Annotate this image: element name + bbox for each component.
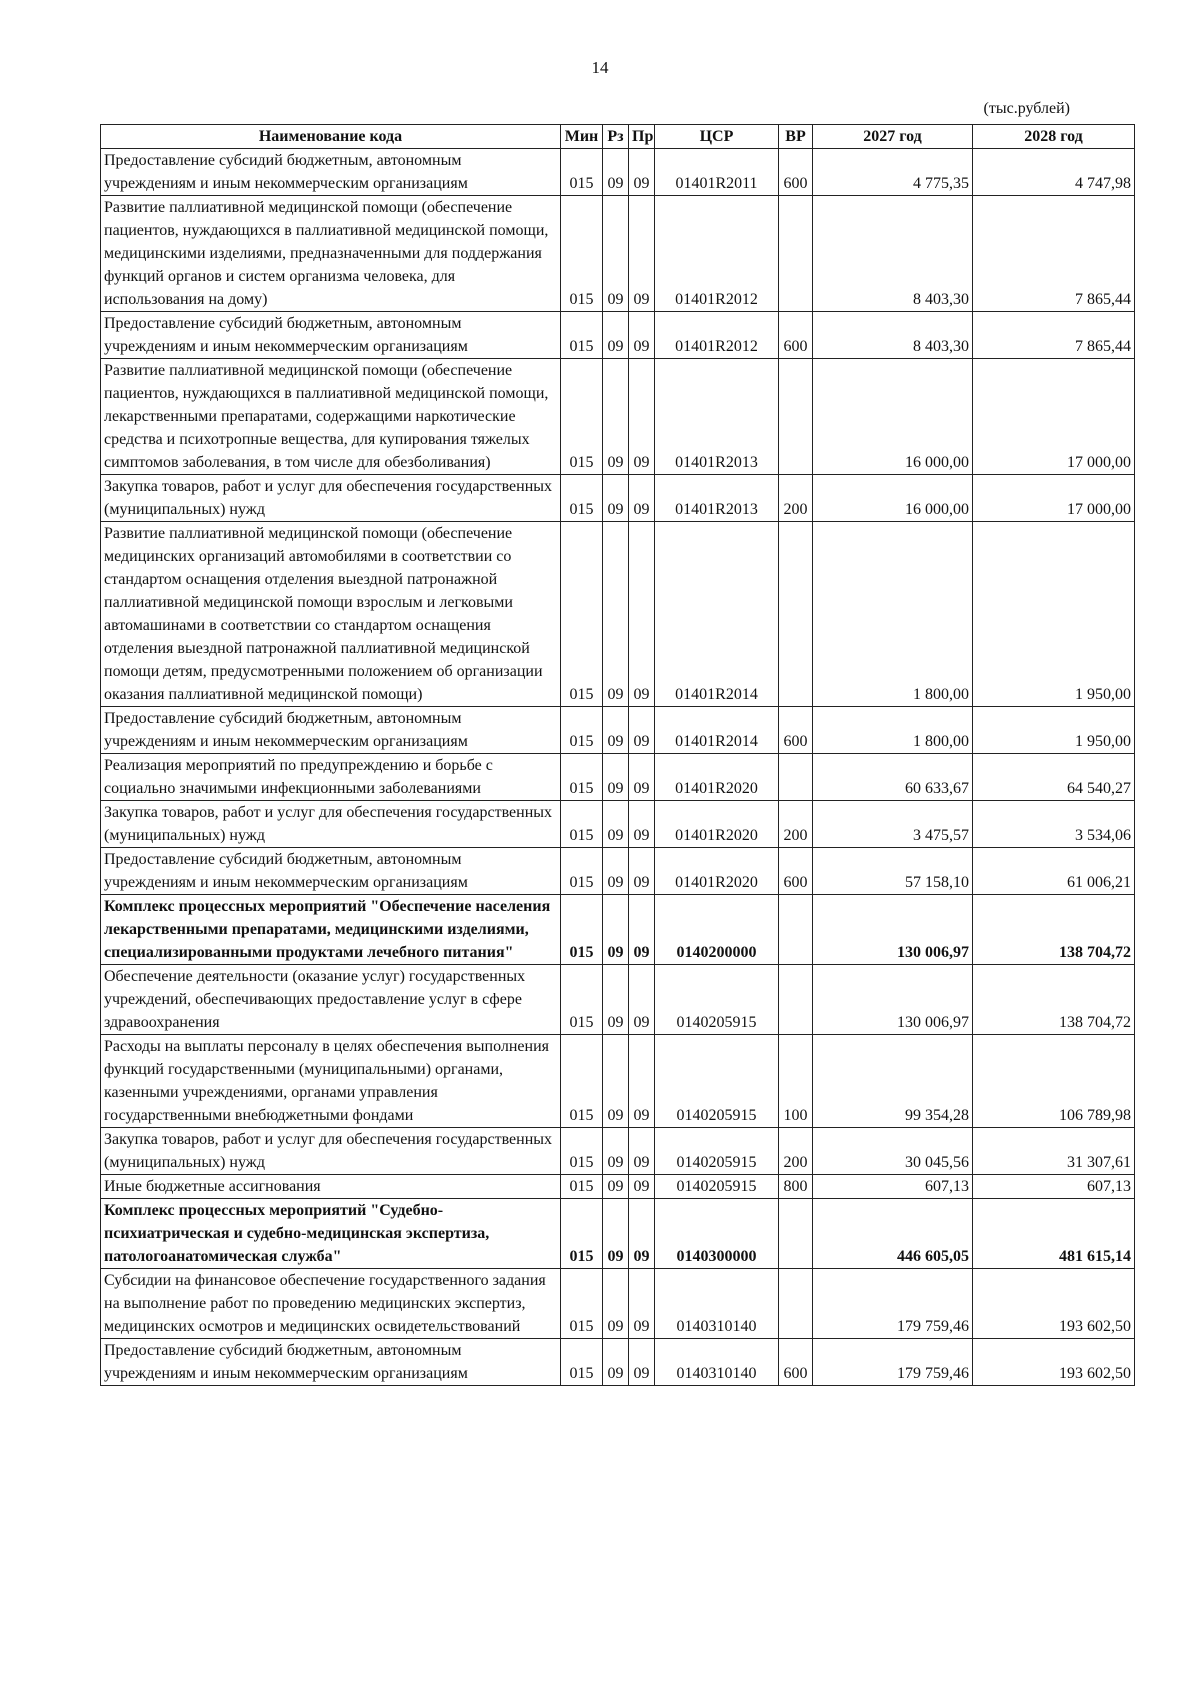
cell-vr: 600 [779, 149, 813, 196]
cell-2028: 31 307,61 [973, 1128, 1135, 1175]
cell-pr: 09 [629, 196, 655, 312]
cell-name: Обеспечение деятельности (оказание услуг) государственных учреждений, обеспечивающих предоставление услуг в сфере здравоохранения [101, 965, 561, 1035]
cell-csr: 01401R2014 [655, 707, 779, 754]
cell-name: Реализация мероприятий по предупреждению и борьбе с социально значимыми инфекционными заболеваниями [101, 754, 561, 801]
table-row [101, 312, 1135, 359]
cell-2027: 8 403,30 [813, 196, 973, 312]
cell-name: Развитие паллиативной медицинской помощи (обеспечение медицинских организаций автомобилями в соответствии со стандартом оснащения отделения выездной патронажной паллиативной медицинской помощи взрослым и легковыми автомашинами в соответствии со стандартом оснащения отделения выездной патронажной паллиативной медицинской помощи детям, предусмотренными положением об организации оказания паллиативной медицинской помощи) [101, 522, 561, 707]
cell-rz: 09 [603, 754, 629, 801]
table-row [101, 754, 1135, 801]
cell-csr: 0140205915 [655, 1175, 779, 1199]
cell-2027: 607,13 [813, 1175, 973, 1199]
cell-pr: 09 [629, 1339, 655, 1386]
cell-2028: 607,13 [973, 1175, 1135, 1199]
cell-name: Предоставление субсидий бюджетным, автономным учреждениям и иным некоммерческим организациям [101, 312, 561, 359]
cell-pr: 09 [629, 1128, 655, 1175]
cell-pr: 09 [629, 895, 655, 965]
cell-2028: 61 006,21 [973, 848, 1135, 895]
cell-csr: 0140205915 [655, 1035, 779, 1128]
page-number: 14 [591, 58, 609, 77]
header-name: Наименование кода [101, 125, 561, 149]
cell-2027: 179 759,46 [813, 1339, 973, 1386]
table-row [101, 196, 1135, 312]
cell-2028: 3 534,06 [973, 801, 1135, 848]
cell-2028: 138 704,72 [973, 965, 1135, 1035]
cell-name: Закупка товаров, работ и услуг для обеспечения государственных (муниципальных) нужд [101, 1128, 561, 1175]
table-row [101, 522, 1135, 707]
cell-name: Предоставление субсидий бюджетным, автономным учреждениям и иным некоммерческим организациям [101, 149, 561, 196]
cell-csr: 0140205915 [655, 965, 779, 1035]
cell-2028: 4 747,98 [973, 149, 1135, 196]
cell-vr: 600 [779, 1339, 813, 1386]
cell-2028: 1 950,00 [973, 707, 1135, 754]
cell-min: 015 [561, 359, 603, 475]
cell-min: 015 [561, 895, 603, 965]
cell-name: Закупка товаров, работ и услуг для обеспечения государственных (муниципальных) нужд [101, 475, 561, 522]
cell-name: Развитие паллиативной медицинской помощи (обеспечение пациентов, нуждающихся в паллиативной медицинской помощи, лекарственными препаратами, содержащими наркотические средства и психотропные вещества, для купирования тяжелых симптомов заболевания, в том числе для обезболивания) [101, 359, 561, 475]
cell-csr: 0140310140 [655, 1269, 779, 1339]
cell-2028: 106 789,98 [973, 1035, 1135, 1128]
cell-csr: 01401R2011 [655, 149, 779, 196]
cell-csr: 01401R2013 [655, 475, 779, 522]
cell-rz: 09 [603, 149, 629, 196]
cell-name: Развитие паллиативной медицинской помощи (обеспечение пациентов, нуждающихся в паллиативной медицинской помощи, медицинскими изделиями, предназначенными для поддержания функций органов и систем организма человека, для использования на дому) [101, 196, 561, 312]
cell-2027: 3 475,57 [813, 801, 973, 848]
cell-rz: 09 [603, 312, 629, 359]
cell-2028: 17 000,00 [973, 359, 1135, 475]
cell-rz: 09 [603, 1269, 629, 1339]
cell-min: 015 [561, 1199, 603, 1269]
cell-pr: 09 [629, 965, 655, 1035]
cell-csr: 0140205915 [655, 1128, 779, 1175]
cell-vr [779, 1199, 813, 1269]
cell-pr: 09 [629, 754, 655, 801]
units-label: (тыс.рублей) [983, 100, 1070, 117]
cell-vr [779, 1269, 813, 1339]
cell-2028: 1 950,00 [973, 522, 1135, 707]
cell-2028: 138 704,72 [973, 895, 1135, 965]
cell-vr: 200 [779, 1128, 813, 1175]
cell-rz: 09 [603, 1339, 629, 1386]
cell-min: 015 [561, 149, 603, 196]
table-row [101, 149, 1135, 196]
table-row [101, 1269, 1135, 1339]
header-csr: ЦСР [655, 125, 779, 149]
cell-2027: 4 775,35 [813, 149, 973, 196]
cell-min: 015 [561, 522, 603, 707]
cell-pr: 09 [629, 312, 655, 359]
cell-2027: 446 605,05 [813, 1199, 973, 1269]
cell-pr: 09 [629, 1269, 655, 1339]
cell-2027: 99 354,28 [813, 1035, 973, 1128]
table-row [101, 359, 1135, 475]
cell-pr: 09 [629, 1175, 655, 1199]
cell-rz: 09 [603, 801, 629, 848]
table-row [101, 848, 1135, 895]
table-row [101, 895, 1135, 965]
cell-pr: 09 [629, 1035, 655, 1128]
cell-pr: 09 [629, 801, 655, 848]
cell-min: 015 [561, 475, 603, 522]
cell-rz: 09 [603, 522, 629, 707]
cell-csr: 01401R2012 [655, 312, 779, 359]
cell-pr: 09 [629, 1199, 655, 1269]
cell-min: 015 [561, 801, 603, 848]
cell-min: 015 [561, 1339, 603, 1386]
cell-rz: 09 [603, 895, 629, 965]
table-body [101, 149, 1135, 1386]
cell-2027: 60 633,67 [813, 754, 973, 801]
cell-pr: 09 [629, 475, 655, 522]
cell-pr: 09 [629, 149, 655, 196]
cell-rz: 09 [603, 1175, 629, 1199]
header-rz: Рз [603, 125, 629, 149]
cell-2027: 57 158,10 [813, 848, 973, 895]
cell-pr: 09 [629, 707, 655, 754]
header-pr: Пр [629, 125, 655, 149]
table-row [101, 1199, 1135, 1269]
table-header-row [101, 125, 1135, 149]
cell-2027: 30 045,56 [813, 1128, 973, 1175]
cell-vr [779, 359, 813, 475]
cell-vr: 100 [779, 1035, 813, 1128]
cell-csr: 0140200000 [655, 895, 779, 965]
cell-min: 015 [561, 1128, 603, 1175]
table-row [101, 1128, 1135, 1175]
cell-rz: 09 [603, 1199, 629, 1269]
table-row [101, 965, 1135, 1035]
cell-csr: 01401R2012 [655, 196, 779, 312]
table-row [101, 1175, 1135, 1199]
header-min: Мин [561, 125, 603, 149]
cell-2028: 17 000,00 [973, 475, 1135, 522]
cell-vr [779, 895, 813, 965]
table-row [101, 707, 1135, 754]
cell-vr [779, 754, 813, 801]
cell-vr: 600 [779, 848, 813, 895]
table-row [101, 475, 1135, 522]
cell-name: Предоставление субсидий бюджетным, автономным учреждениям и иным некоммерческим организациям [101, 848, 561, 895]
cell-name: Комплекс процессных мероприятий "Обеспечение населения лекарственными препаратами, медицинскими изделиями, специализированными продуктами лечебного питания" [101, 895, 561, 965]
cell-pr: 09 [629, 848, 655, 895]
cell-rz: 09 [603, 475, 629, 522]
cell-2027: 16 000,00 [813, 475, 973, 522]
cell-csr: 01401R2020 [655, 754, 779, 801]
cell-rz: 09 [603, 1128, 629, 1175]
cell-rz: 09 [603, 359, 629, 475]
cell-rz: 09 [603, 965, 629, 1035]
cell-vr: 800 [779, 1175, 813, 1199]
cell-min: 015 [561, 1269, 603, 1339]
cell-2028: 64 540,27 [973, 754, 1135, 801]
table-row [101, 801, 1135, 848]
cell-2028: 481 615,14 [973, 1199, 1135, 1269]
cell-min: 015 [561, 196, 603, 312]
cell-min: 015 [561, 312, 603, 359]
cell-vr [779, 522, 813, 707]
cell-pr: 09 [629, 359, 655, 475]
cell-name: Закупка товаров, работ и услуг для обеспечения государственных (муниципальных) нужд [101, 801, 561, 848]
budget-table [100, 124, 1135, 1386]
cell-vr [779, 196, 813, 312]
cell-name: Субсидии на финансовое обеспечение государственного задания на выполнение работ по проведению медицинских экспертиз, медицинских осмотров и медицинских освидетельствований [101, 1269, 561, 1339]
cell-name: Предоставление субсидий бюджетным, автономным учреждениям и иным некоммерческим организациям [101, 707, 561, 754]
cell-2027: 130 006,97 [813, 895, 973, 965]
cell-2027: 130 006,97 [813, 965, 973, 1035]
cell-pr: 09 [629, 522, 655, 707]
cell-2027: 179 759,46 [813, 1269, 973, 1339]
table-row [101, 1339, 1135, 1386]
cell-min: 015 [561, 1175, 603, 1199]
cell-rz: 09 [603, 707, 629, 754]
cell-csr: 0140310140 [655, 1339, 779, 1386]
cell-rz: 09 [603, 848, 629, 895]
cell-csr: 01401R2014 [655, 522, 779, 707]
cell-name: Иные бюджетные ассигнования [101, 1175, 561, 1199]
cell-2027: 8 403,30 [813, 312, 973, 359]
cell-min: 015 [561, 754, 603, 801]
cell-rz: 09 [603, 1035, 629, 1128]
table-row [101, 1035, 1135, 1128]
cell-min: 015 [561, 848, 603, 895]
cell-name: Комплекс процессных мероприятий "Судебно-психиатрическая и судебно-медицинская экспертиза, патологоанатомическая служба" [101, 1199, 561, 1269]
cell-min: 015 [561, 965, 603, 1035]
cell-2028: 7 865,44 [973, 312, 1135, 359]
cell-min: 015 [561, 707, 603, 754]
cell-rz: 09 [603, 196, 629, 312]
cell-vr: 600 [779, 312, 813, 359]
cell-name: Предоставление субсидий бюджетным, автономным учреждениям и иным некоммерческим организациям [101, 1339, 561, 1386]
cell-vr: 600 [779, 707, 813, 754]
cell-csr: 01401R2020 [655, 848, 779, 895]
cell-csr: 01401R2013 [655, 359, 779, 475]
cell-csr: 01401R2020 [655, 801, 779, 848]
cell-2028: 193 602,50 [973, 1339, 1135, 1386]
cell-csr: 0140300000 [655, 1199, 779, 1269]
cell-min: 015 [561, 1035, 603, 1128]
cell-2027: 1 800,00 [813, 522, 973, 707]
cell-vr: 200 [779, 475, 813, 522]
cell-name: Расходы на выплаты персоналу в целях обеспечения выполнения функций государственными (муниципальными) органами, казенными учреждениями, органами управления государственными внебюджетными фондами [101, 1035, 561, 1128]
cell-2028: 193 602,50 [973, 1269, 1135, 1339]
cell-vr [779, 965, 813, 1035]
cell-2027: 16 000,00 [813, 359, 973, 475]
cell-vr: 200 [779, 801, 813, 848]
cell-2027: 1 800,00 [813, 707, 973, 754]
cell-2028: 7 865,44 [973, 196, 1135, 312]
header-2027: 2027 год [813, 125, 973, 149]
header-2028: 2028 год [973, 125, 1135, 149]
header-vr: ВР [779, 125, 813, 149]
